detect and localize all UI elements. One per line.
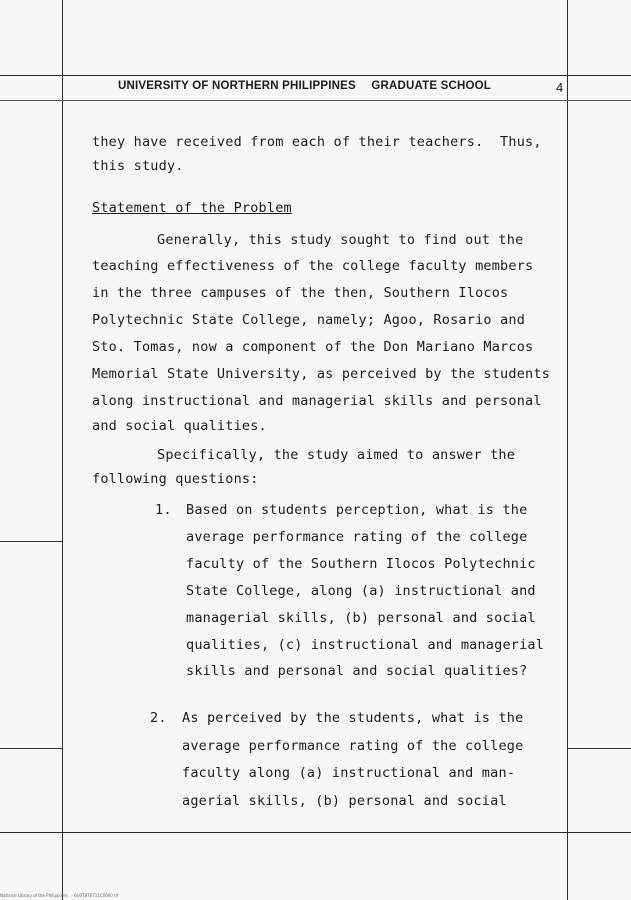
text-line: Polytechnic State College, namely; Agoo, Rosario and [92, 312, 526, 328]
list-item-text: As perceived by the students, what is the [182, 710, 524, 726]
right-margin-rule [567, 0, 568, 900]
left-fold-mark [0, 748, 62, 749]
text-line: and social qualities. [92, 418, 267, 434]
text-line: following questions: [92, 471, 259, 487]
list-item-text: managerial skills, (b) personal and social [186, 610, 536, 626]
list-item-text: Based on students perception, what is the [186, 502, 528, 518]
page-header [118, 80, 503, 92]
list-item-text: faculty of the Southern Ilocos Polytechnic [186, 556, 536, 572]
left-margin-rule [62, 0, 63, 900]
scan-footer: National Library of the Philippines 0U0TBTET11C0000 tif [0, 893, 119, 898]
text-line: along instructional and managerial skills and personal [92, 393, 542, 409]
list-number: 2. [150, 710, 167, 726]
text-line: Specifically, the study aimed to answer the [157, 447, 516, 463]
university-name: UNIVERSITY OF NORTHERN PHILIPPINES [118, 80, 356, 92]
header-top-rule [0, 75, 631, 76]
right-fold-mark [567, 748, 631, 749]
page-number: 4 [556, 80, 564, 95]
list-item-text: State College, along (a) instructional and [186, 583, 536, 599]
text-line: Sto. Tomas, now a component of the Don Mariano Marcos [92, 339, 534, 355]
text-line: Memorial State University, as perceived by the students [92, 366, 551, 382]
text-line: teaching effectiveness of the college faculty members [92, 258, 534, 274]
school-name: GRADUATE SCHOOL [371, 80, 492, 92]
list-item-text: average performance rating of the college [182, 738, 524, 754]
list-item-text: qualities, (c) instructional and managerial [186, 637, 545, 653]
list-item-text: faculty along (a) instructional and man- [182, 765, 516, 781]
list-item-text: skills and personal and social qualities? [186, 663, 528, 679]
text-line: this study. [92, 158, 184, 174]
section-heading: Statement of the Problem [92, 200, 292, 216]
text-line: they have received from each of their teachers. Thus, [92, 134, 542, 150]
header-bottom-rule [0, 100, 631, 101]
text-line: in the three campuses of the then, Southern Ilocos [92, 285, 509, 301]
text-line: Generally, this study sought to find out the [157, 232, 524, 248]
footer-rule [0, 832, 631, 833]
list-number: 1. [155, 502, 172, 518]
list-item-text: agerial skills, (b) personal and social [182, 793, 507, 809]
left-fold-mark [0, 541, 62, 542]
list-item-text: average performance rating of the college [186, 529, 528, 545]
